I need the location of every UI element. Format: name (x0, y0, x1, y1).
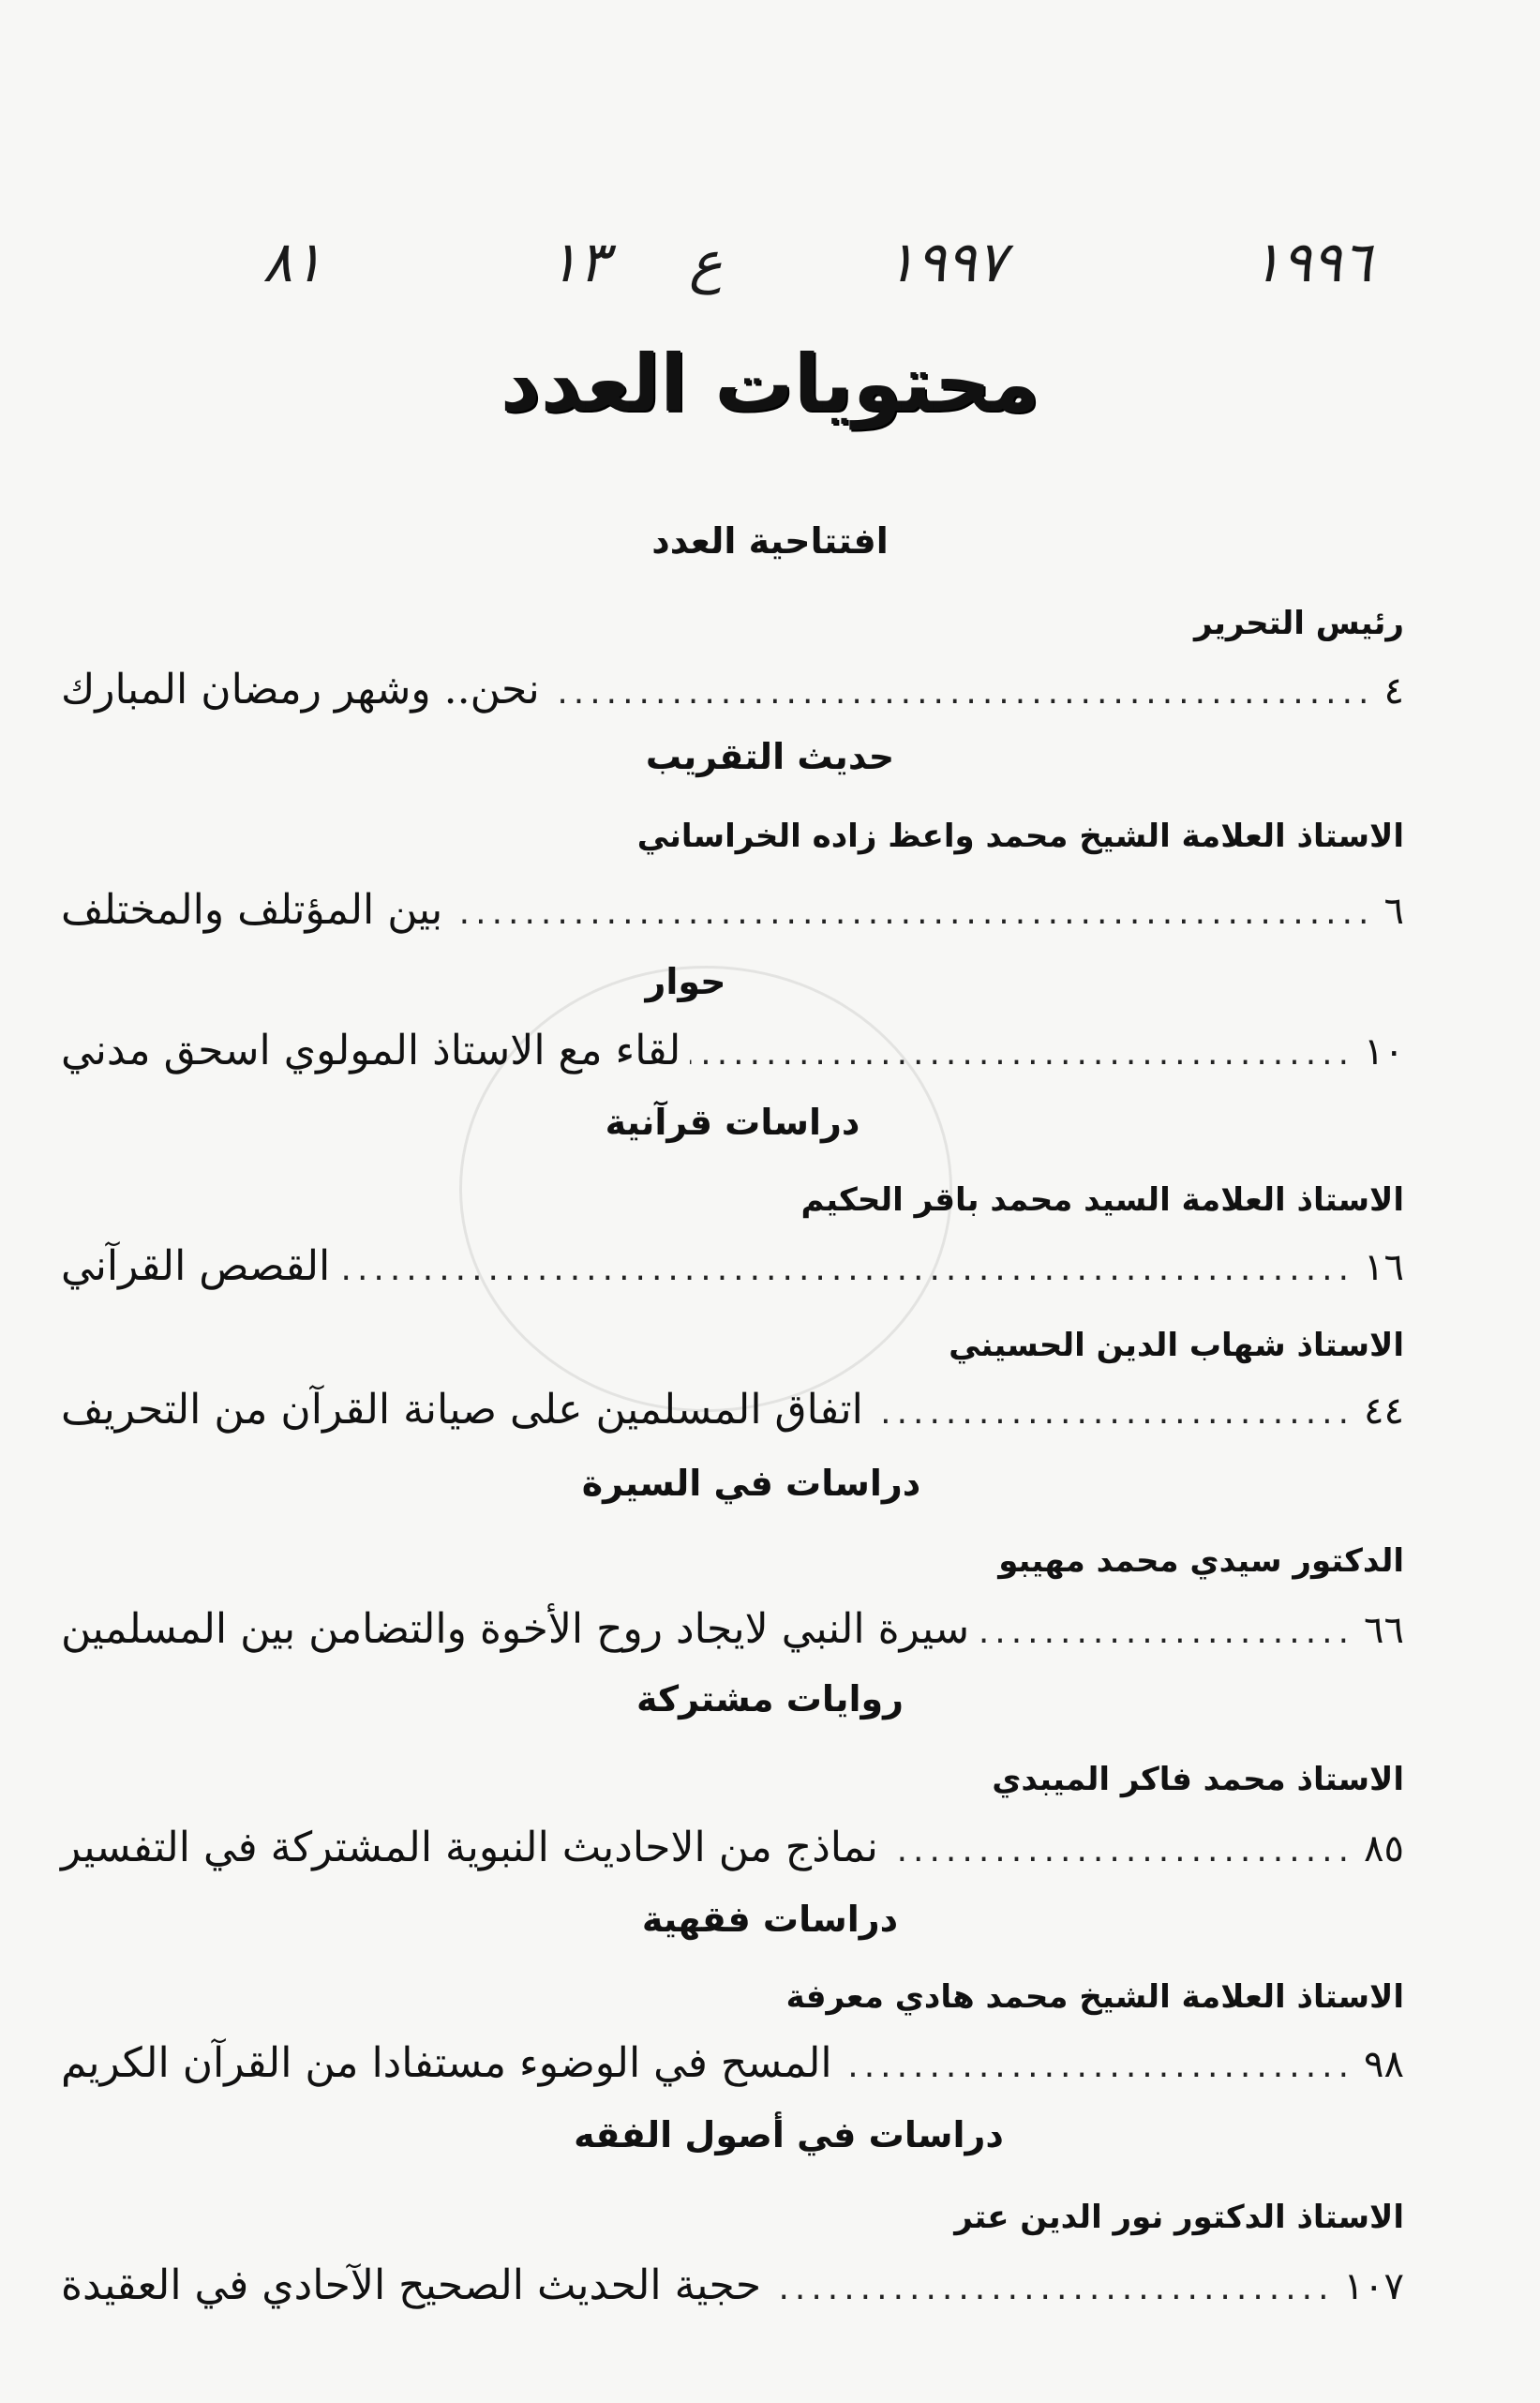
dot-leader (888, 1831, 1354, 1870)
section-heading: روايات مشتركة (636, 1678, 904, 1720)
entry-title: نحن.. وشهر رمضان المبارك (61, 666, 540, 713)
handwritten-number-1: ١٩٩٦ (1251, 230, 1372, 295)
section-heading: دراسات قرآنية (605, 1102, 860, 1143)
entry-title: بين المؤتلف والمختلف (61, 886, 443, 934)
dot-leader (549, 673, 1375, 712)
toc-entry[interactable] (61, 1824, 1404, 1880)
page-number: ١٦ (1364, 1246, 1404, 1289)
dot-leader (979, 1613, 1354, 1651)
entry-title: اتفاق المسلمين على صيانة القرآن من التحريف (61, 1386, 863, 1434)
dot-leader (873, 1393, 1354, 1432)
entry-title: لقاء مع الاستاذ المولوي اسحق مدني (61, 1027, 681, 1074)
section-heading: دراسات في السيرة (581, 1463, 921, 1504)
author-name: الاستاذ العلامة السيد محمد باقر الحكيم (800, 1181, 1404, 1219)
toc-entry[interactable] (61, 2039, 1404, 2095)
toc-entry[interactable] (61, 2261, 1404, 2318)
dot-leader (452, 894, 1374, 932)
dot-leader (770, 2269, 1334, 2307)
handwritten-number-2: ١٩٩٧ (886, 230, 1007, 295)
handwritten-number-3: ١٣ (548, 230, 609, 295)
page-title: محتويات العدد (500, 338, 1040, 429)
toc-entry[interactable] (61, 886, 1404, 942)
page-number: ١٠٧ (1343, 2265, 1404, 2308)
toc-entry[interactable] (61, 1027, 1404, 1083)
author-name: الدكتور سيدي محمد مهيبو (998, 1542, 1404, 1580)
section-heading: افتتاحية العدد (651, 520, 889, 562)
dot-leader (339, 1250, 1354, 1288)
toc-entry[interactable] (61, 666, 1404, 722)
author-name: الاستاذ الدكتور نور الدين عتر (954, 2199, 1404, 2236)
section-heading: دراسات فقهية (641, 1899, 899, 1940)
author-name: رئيس التحرير (1194, 605, 1404, 642)
handwritten-letter: ع (689, 230, 723, 295)
author-name: الاستاذ محمد فاكر الميبدي (992, 1761, 1404, 1798)
section-heading: حديث التقريب (645, 736, 895, 777)
toc-entry[interactable] (61, 1605, 1404, 1661)
section-heading: دراسات في أصول الفقه (574, 2114, 1004, 2155)
section-heading: حوار (645, 961, 726, 1002)
entry-title: حجية الحديث الصحيح الآحادي في العقيدة (61, 2261, 762, 2309)
handwritten-number-4: ٨١ (262, 230, 323, 295)
entry-title: المسح في الوضوء مستفادا من القرآن الكريم (61, 2039, 832, 2087)
page-number: ٦٦ (1364, 1609, 1404, 1652)
entry-title: القصص القرآني (61, 1242, 331, 1290)
toc-entry[interactable] (61, 1242, 1404, 1299)
page-number: ٤ (1383, 669, 1404, 713)
page-number: ٤٤ (1364, 1389, 1404, 1433)
dot-leader (842, 2047, 1354, 2085)
author-name: الاستاذ شهاب الدين الحسيني (949, 1327, 1404, 1364)
author-name: الاستاذ العلامة الشيخ محمد واعظ زاده الخراساني (636, 818, 1404, 855)
page-number: ٨٥ (1364, 1827, 1404, 1870)
entry-title: سيرة النبي لايجاد روح الأخوة والتضامن بين المسلمين (61, 1605, 970, 1653)
page-number: ١٠ (1364, 1030, 1404, 1074)
entry-title: نماذج من الاحاديث النبوية المشتركة في التفسير (61, 1824, 878, 1871)
author-name: الاستاذ العلامة الشيخ محمد هادي معرفة (785, 1978, 1404, 2016)
toc-entry[interactable] (61, 1386, 1404, 1442)
page-number: ٩٨ (1364, 2043, 1404, 2086)
page-number: ٦ (1383, 890, 1404, 933)
dot-leader (690, 1034, 1354, 1073)
